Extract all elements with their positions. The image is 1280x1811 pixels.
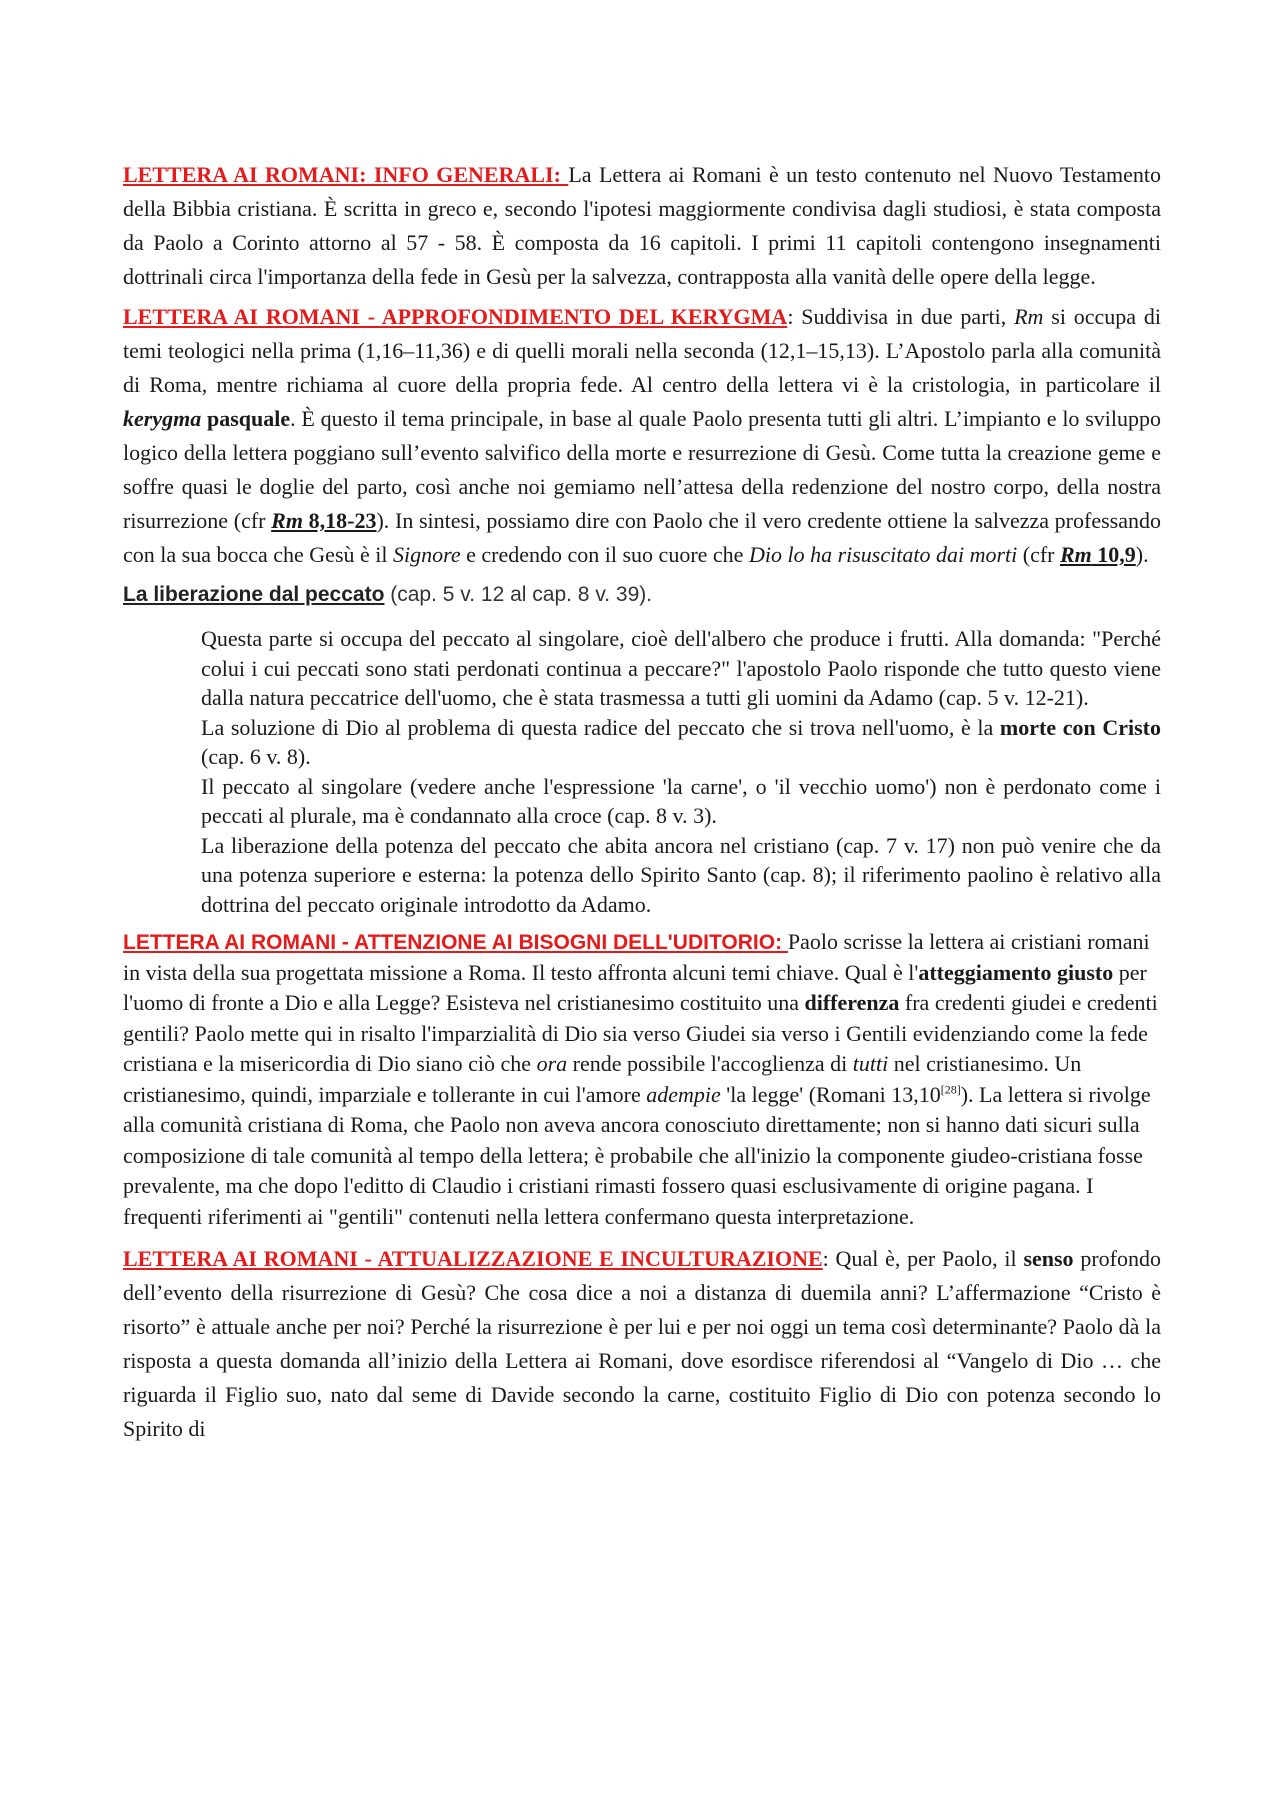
liberazione-p1: Questa parte si occupa del peccato al singolare, cioè dell'albero che produce i frutti. Alla domanda: "Perché colui i cui peccati sono stati perdonati continua a peccare?" l'apostolo Paolo risponde che tutto questo viene dalla natura peccatrice dell'uomo, che è stata trasmessa a tutti gli uomini da Adamo (cap. 5 v. 12-21). — [201, 626, 1161, 710]
liberazione-link[interactable]: La liberazione dal peccato — [123, 583, 385, 606]
text-segment: ). — [1135, 542, 1149, 567]
text-segment: . È questo il tema principale, in base al quale Paolo presenta tutti gli altri. L’impianto e lo sviluppo logico della lettera poggiano sull’evento salvifico della morte e resurrezione di Gesù. Come tutta la creazione geme e soffre quasi le doglie del parto, così anche noi gemiamo nell’attesa della redenzione del nostro corpo, della nostra risurrezione (cfr — [123, 406, 1161, 533]
liberazione-p2 — [201, 713, 1161, 772]
footnote-ref[interactable]: [28] — [940, 1082, 961, 1097]
ora: ora — [536, 1051, 568, 1076]
text-segment: : Qual è, per Paolo, il — [822, 1246, 1024, 1271]
text-segment: ). In sintesi, possiamo dire con Paolo che il vero credente ottiene la salvezza professando con la sua bocca che Gesù è il — [123, 508, 1161, 567]
ref-book: Rm — [1060, 542, 1092, 567]
rm-abbr: Rm — [1014, 304, 1044, 329]
text-segment: 'la legge' (Romani 13,10 — [720, 1081, 941, 1107]
kerygma-term: kerygma — [123, 406, 202, 431]
paragraph-uditorio — [123, 927, 1161, 1232]
ref-rm-10-9[interactable] — [1060, 542, 1136, 567]
ref-verse: 10,9 — [1091, 542, 1136, 567]
ref-rm-8-18[interactable] — [271, 508, 376, 533]
paragraph-kerygma — [123, 300, 1161, 572]
text-segment: fra credenti giudei e credenti gentili? Paolo mette qui in risalto l'imparzialità di Dio sia verso Giudei sia verso i Gentili evidenziando come la fede cristiana e la misericordia di Dio siano ciò che — [123, 990, 1158, 1076]
text-segment: per l'uomo di fronte a Dio e alla Legge? Esisteva nel cristianesimo costituito una — [123, 959, 1147, 1015]
pasquale-term: pasquale — [201, 406, 291, 431]
heading-attualizzazione: LETTERA AI ROMANI - ATTUALIZZAZIONE E INCULTURAZIONE — [123, 1246, 823, 1271]
atteggiamento-giusto: atteggiamento giusto — [918, 959, 1114, 985]
text-segment: nel cristianesimo. Un cristianesimo, quindi, imparziale e tollerante in cui l'amore — [123, 1051, 1082, 1107]
liberazione-block — [201, 624, 1161, 919]
liberazione-range: (cap. 5 v. 12 al cap. 8 v. 39). — [384, 583, 653, 606]
liberazione-p4: La liberazione della potenza del peccato che abita ancora nel cristiano (cap. 7 v. 17) non può venire che da una potenza superiore e esterna: la potenza dello Spirito Santo (cap. 8); il riferimento paolino è relativo alla dottrina del peccato originale introdotto da Adamo. — [201, 832, 1161, 917]
ref-verse: 8,18-23 — [302, 508, 377, 533]
text-segment: La soluzione di Dio al problema di questa radice del peccato che si trova nell'uomo, è la — [201, 714, 1000, 740]
subheading-liberazione — [123, 578, 1161, 612]
senso: senso — [1023, 1246, 1074, 1271]
heading-uditorio: LETTERA AI ROMANI - ATTENZIONE AI BISOGNI DELL'UDITORIO: — [123, 931, 788, 954]
text-segment: Paolo scrisse la lettera ai cristiani romani in vista della sua progettata missione a Roma. Il testo affronta alcuni temi chiave. Qual è l' — [123, 929, 1150, 985]
text-segment: si occupa di temi teologici nella prima (1,16–11,36) e di quelli morali nella seconda (12,1–15,13). L’Apostolo parla alla comunità di Roma, mentre richiama al cuore della propria fede. Al centro della lettera vi è la cristologia, in particolare il — [123, 304, 1161, 397]
liberazione-p3: Il peccato al singolare (vedere anche l'espressione 'la carne', o 'il vecchio uomo') non è perdonato come i peccati al plurale, ma è condannato alla croce (cap. 8 v. 3). — [201, 773, 1161, 828]
signore-term: Signore — [393, 542, 461, 567]
text-segment: profondo dell’evento della risurrezione di Gesù? Che cosa dice a noi a distanza di duemila anni? L’affermazione “Cristo è risorto” è attuale anche per noi? Perché la risurrezione è per lui e per noi oggi un tema così determinante? Paolo dà la risposta a questa domanda all’inizio della Lettera ai Romani, dove esordisce riferendosi al “Vangelo di Dio … che riguarda il Figlio suo, nato dal seme di Davide secondo la carne, costituito Figlio di Dio con potenza secondo lo Spirito di — [123, 1246, 1161, 1441]
text-segment: rende possibile l'accoglienza di — [567, 1051, 853, 1076]
text-info: La Lettera ai Romani è un testo contenuto nel Nuovo Testamento della Bibbia cristiana. È scritta in greco e, secondo l'ipotesi maggiormente condivisa dagli studiosi, è stata composta da Paolo a Corinto attorno al 57 - 58. È composta da 16 capitoli. I primi 11 capitoli contengono insegnamenti dottrinali circa l'importanza della fede in Gesù per la salvezza, contrapposta alla vanità delle opere della legge. — [123, 162, 1162, 289]
ref-book: Rm — [271, 508, 303, 533]
heading-info: LETTERA AI ROMANI: INFO GENERALI: — [123, 162, 569, 187]
adempie: adempie — [646, 1081, 721, 1107]
text-segment: ). La lettera si rivolge alla comunità cristiana di Roma, che Paolo non aveva ancora conosciuto direttamente; non si hanno dati sicuri sulla composizione di tale comunità al tempo della lettera; è probabile che all'inizio la componente giudeo-cristiana fosse prevalente, ma che dopo l'editto di Claudio i cristiani rimasti fossero quasi esclusivamente di origine pagana. I frequenti riferimenti ai "gentili" contenuti nella lettera confermano questa interpretazione. — [123, 1081, 1151, 1229]
text-segment: (cfr — [1017, 542, 1060, 567]
paragraph-info — [123, 158, 1161, 294]
text-segment: e credendo con il suo cuore che — [460, 542, 749, 567]
text-segment: (cap. 6 v. 8). — [201, 744, 311, 769]
heading-kerygma: LETTERA AI ROMANI - APPROFONDIMENTO DEL KERYGMA — [123, 304, 788, 329]
dio-phrase: Dio lo ha risuscitato dai morti — [748, 542, 1018, 567]
morte-con-cristo: morte con Cristo — [999, 714, 1162, 740]
uditorio-body — [123, 929, 1158, 1229]
paragraph-attualizzazione — [123, 1242, 1161, 1446]
differenza: differenza — [804, 990, 900, 1015]
tutti: tutti — [852, 1051, 889, 1076]
text-segment: : Suddivisa in due parti, — [787, 304, 1015, 329]
